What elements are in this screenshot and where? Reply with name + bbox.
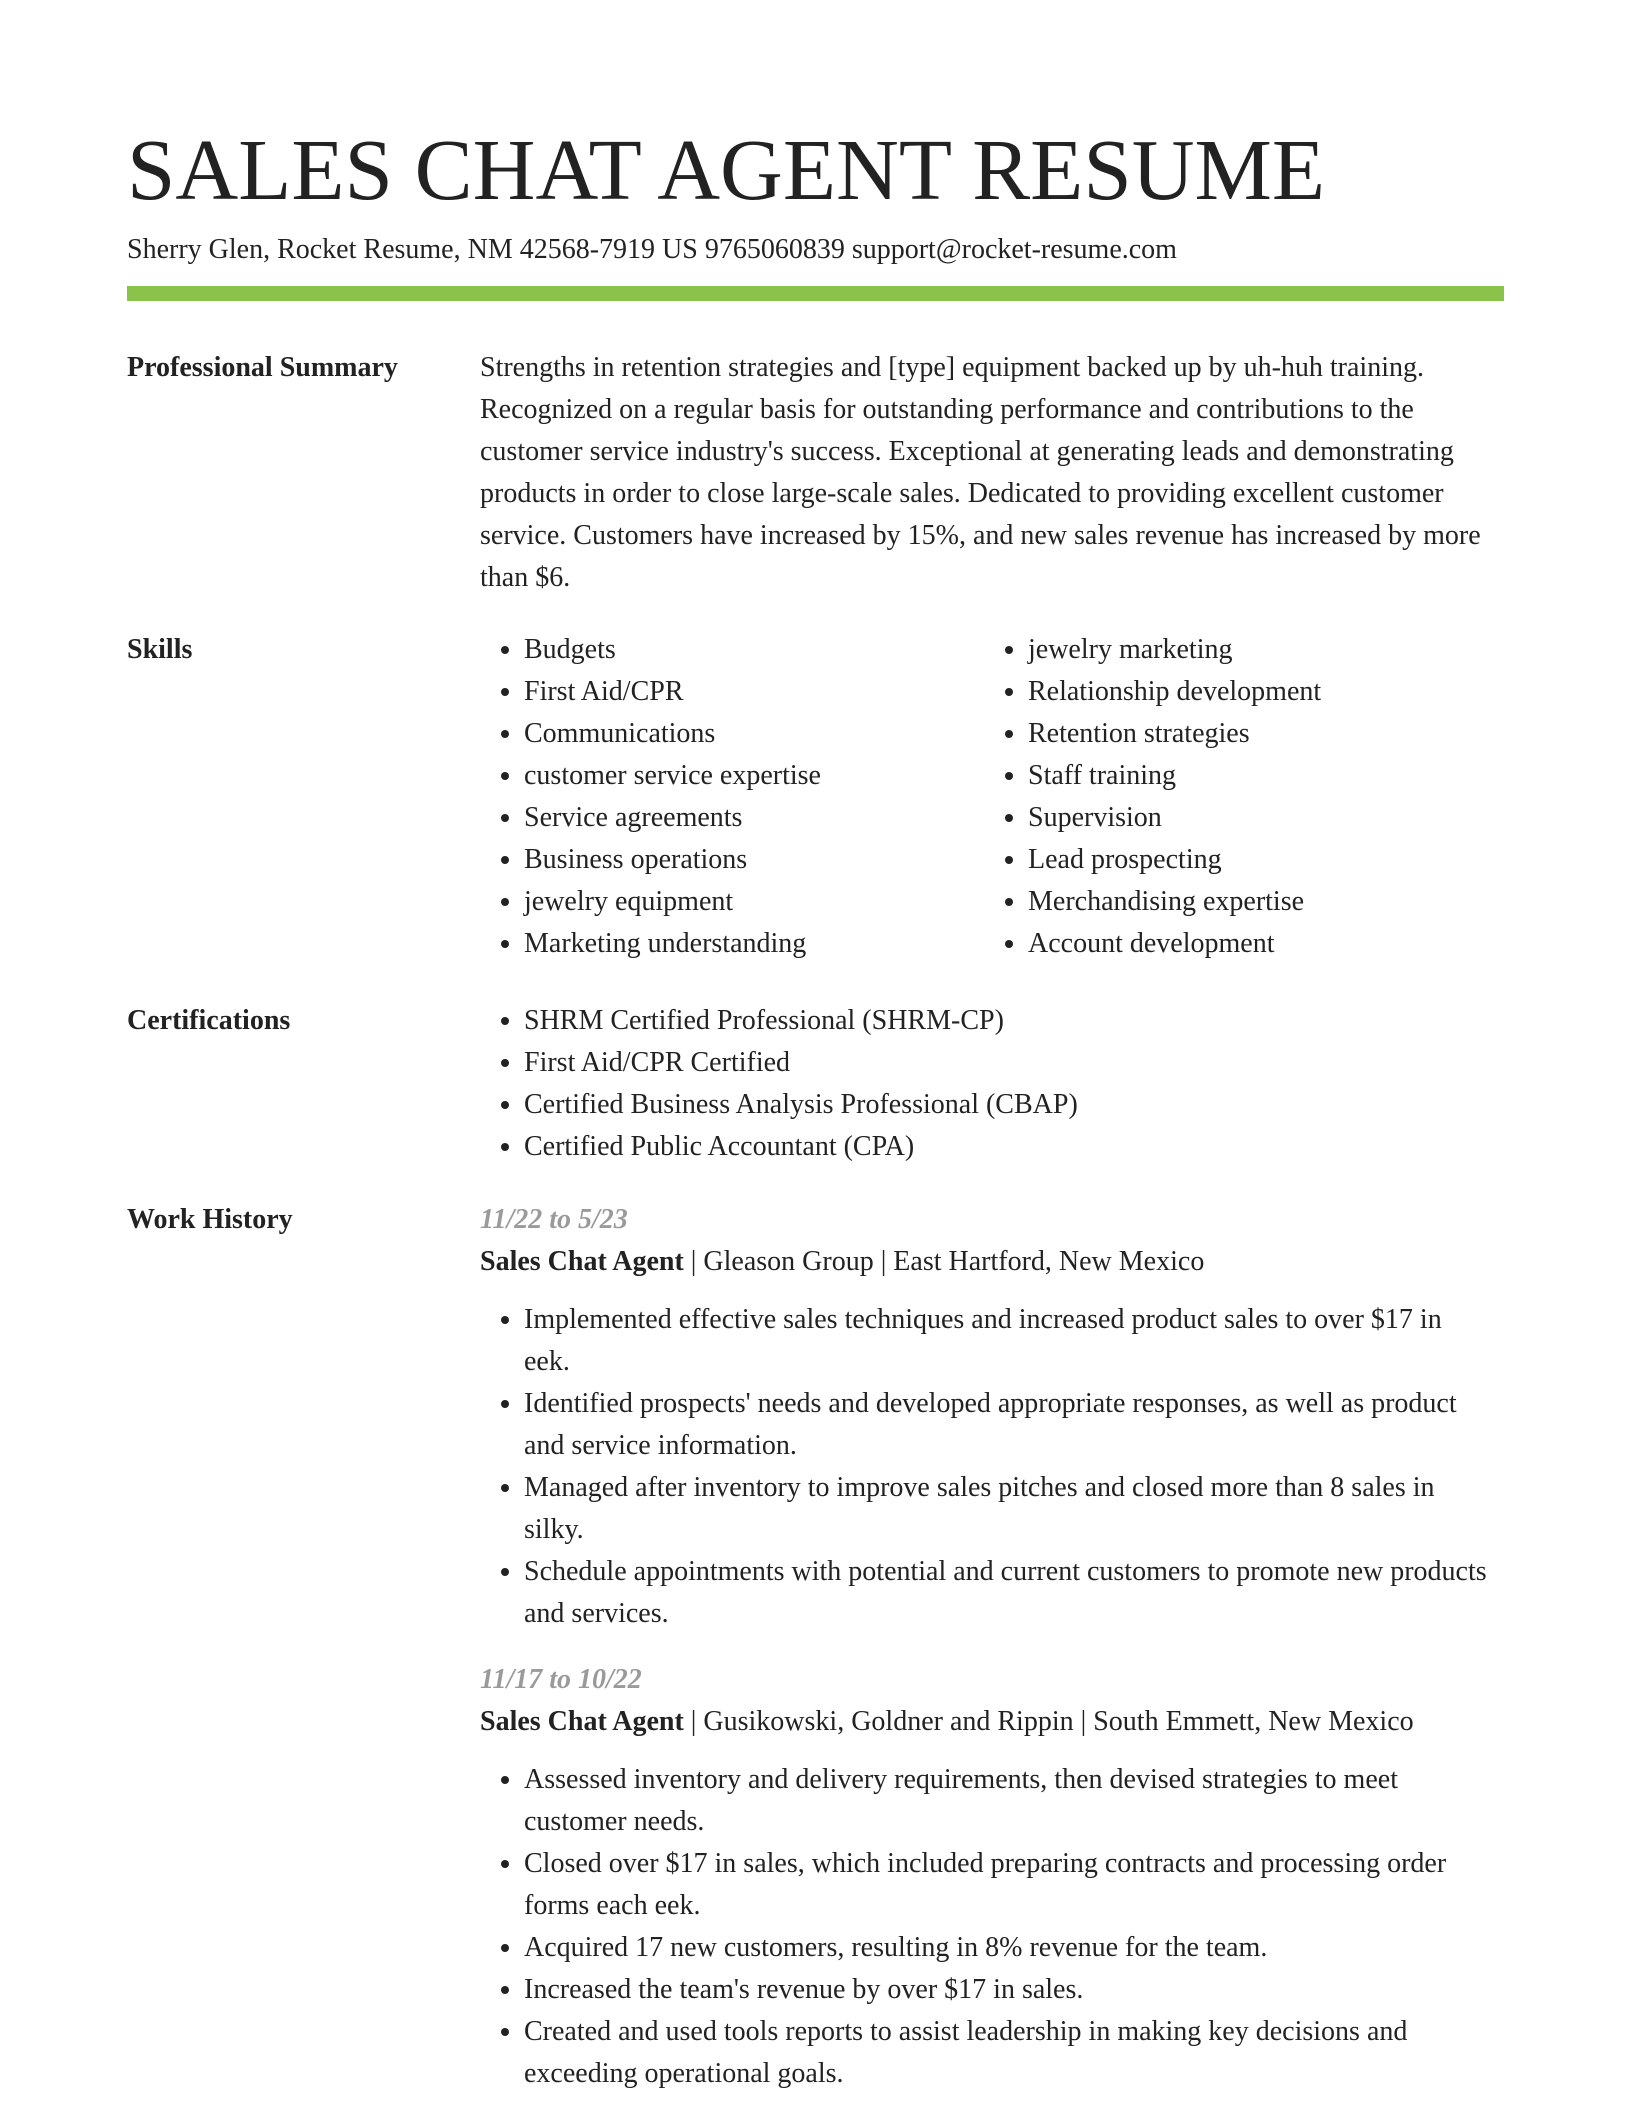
skills-body	[480, 629, 1490, 965]
certifications-list	[480, 1000, 1490, 1168]
job-duty-item: • Schedule appointments with potential and current customers to promote new products and services.	[524, 1551, 1490, 1635]
resume-title: SALES CHAT AGENT RESUME	[127, 121, 1326, 218]
job-entry	[480, 1199, 1490, 1635]
certification-item: • Certified Public Accountant (CPA)	[524, 1126, 1490, 1168]
skill-item: • jewelry marketing	[1028, 629, 1488, 671]
job-duty-item: • Acquired 17 new customers, resulting in 8% revenue for the team.	[524, 1927, 1490, 1969]
work-history-heading: Work History	[127, 1204, 293, 1235]
job-title: Sales Chat Agent	[480, 1706, 684, 1737]
skills-list-right	[984, 629, 1488, 965]
skill-item: • Retention strategies	[1028, 713, 1488, 755]
skill-item: • Merchandising expertise	[1028, 881, 1488, 923]
skills-heading: Skills	[127, 634, 193, 665]
job-heading	[480, 1701, 1490, 1743]
job-dates: 11/17 to 10/22	[480, 1664, 642, 1695]
work-history-body	[480, 1199, 1490, 2119]
contact-line: Sherry Glen, Rocket Resume, NM 42568-7919 US 9765060839 support@rocket-resume.com	[127, 234, 1177, 265]
skill-item: • Account development	[1028, 923, 1488, 965]
summary-heading: Professional Summary	[127, 352, 398, 383]
skill-item: • Supervision	[1028, 797, 1488, 839]
skill-item: • Marketing understanding	[524, 923, 984, 965]
job-employer-location: | Gleason Group | East Hartford, New Mexico	[683, 1246, 1205, 1277]
certifications-heading: Certifications	[127, 1005, 291, 1036]
job-duty-item: • Closed over $17 in sales, which included preparing contracts and processing order forms each eek.	[524, 1843, 1490, 1927]
job-duty-item: • Managed after inventory to improve sales pitches and closed more than 8 sales in silky.	[524, 1467, 1490, 1551]
job-heading	[480, 1241, 1490, 1283]
skill-item: • customer service expertise	[524, 755, 984, 797]
skill-item: • Relationship development	[1028, 671, 1488, 713]
skill-item: • First Aid/CPR	[524, 671, 984, 713]
certification-item: • Certified Business Analysis Professional (CBAP)	[524, 1084, 1490, 1126]
job-duty-item: • Implemented effective sales techniques and increased product sales to over $17 in eek.	[524, 1299, 1490, 1383]
skill-item: • jewelry equipment	[524, 881, 984, 923]
skill-item: • Service agreements	[524, 797, 984, 839]
skill-item: • Budgets	[524, 629, 984, 671]
certification-item: • First Aid/CPR Certified	[524, 1042, 1490, 1084]
job-duty-item: • Assessed inventory and delivery requirements, then devised strategies to meet customer needs.	[524, 1759, 1490, 1843]
skill-item: • Staff training	[1028, 755, 1488, 797]
job-duties-list	[480, 1299, 1490, 1635]
skill-item: • Business operations	[524, 839, 984, 881]
job-dates: 11/22 to 5/23	[480, 1204, 628, 1235]
skills-list-left	[480, 629, 984, 965]
summary-body	[480, 347, 1490, 599]
job-title: Sales Chat Agent	[480, 1246, 684, 1277]
skill-item: • Communications	[524, 713, 984, 755]
accent-divider	[127, 286, 1504, 301]
job-duty-item: • Identified prospects' needs and developed appropriate responses, as well as product and service information.	[524, 1383, 1490, 1467]
job-duty-item: • Created and used tools reports to assist leadership in making key decisions and exceeding operational goals.	[524, 2011, 1490, 2095]
certifications-body	[480, 1000, 1490, 1168]
summary-text: Strengths in retention strategies and [type] equipment backed up by uh-huh training. Recognized on a regular basis for outstanding performance and contributions to the customer service industry's success. Exceptional at generating leads and demonstrating products in order to close large-scale sales. Dedicated to providing excellent customer service. Customers have increased by 15%, and new sales revenue has increased by more than $6.	[480, 352, 1481, 593]
job-employer-location: | Gusikowski, Goldner and Rippin | South Emmett, New Mexico	[683, 1706, 1414, 1737]
job-duty-item: • Increased the team's revenue by over $17 in sales.	[524, 1969, 1490, 2011]
job-entry	[480, 1659, 1490, 2095]
skill-item: • Lead prospecting	[1028, 839, 1488, 881]
job-duties-list	[480, 1759, 1490, 2095]
certification-item: • SHRM Certified Professional (SHRM-CP)	[524, 1000, 1490, 1042]
